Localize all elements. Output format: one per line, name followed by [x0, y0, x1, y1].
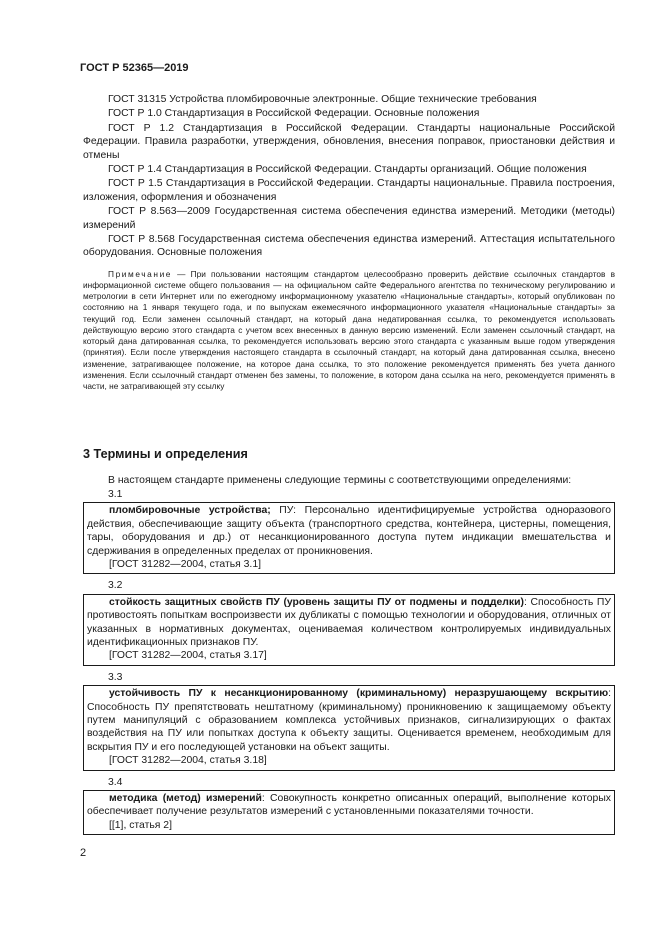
section-intro: В настоящем стандарте применены следующие термины с соответствующими определениями: — [108, 475, 572, 486]
reference-item: ГОСТ Р 8.563—2009 Государственная система обеспечения единства измерений. Методики (методы) измерений — [83, 206, 615, 231]
term-definition-text: ПУ: Персонально идентифицируемые устройства одноразового действия, обеспечивающие защиту объекта (транспортного средства, контейнера, цистерны, помещения, тары, оборудования и др.) от несанкционированного доступа путем индикации вмешательства и сдерживания в определенных пределах от проникновения. — [87, 505, 611, 557]
note-label: Примечание — [108, 268, 173, 279]
reference-item: ГОСТ Р 1.5 Стандартизация в Российской Федерации. Стандарты национальные. Правила построения, изложения, оформления и обозначения — [83, 178, 615, 203]
terms-list — [83, 488, 615, 840]
term-number: 3.1 — [108, 489, 123, 500]
term-definition — [87, 687, 611, 754]
document-header: ГОСТ Р 52365—2019 — [80, 62, 189, 74]
term-source: [ГОСТ 31282—2004, статья 3.1] — [109, 559, 261, 571]
term-number: 3.4 — [108, 776, 123, 788]
term-box — [83, 502, 615, 574]
term-definition-text: : Способность ПУ препятствовать нештатному (криминальному) проникновению к защищаемому объекту путем манипуляций с образованием комплекса устойчивых признаков, сигнализирующих о фактах воздействия на ПУ или попытках доступа к объекту защиты. Оценивается временем, необходимым для вскрытия ПУ и его последующей установки на объект защиты. — [87, 688, 611, 753]
note-text: — При пользовании настоящим стандартом целесообразно проверить действие ссылочных стандартов в информационной системе общего пользования — на официальном сайте Федерального агентства по техническому регулированию и метрологии в сети Интернет или по ежегодному информационному указателю «Национальные стандарты», который опубликован по состоянию на 1 января текущего года, и по выпускам ежемесячного информационного указателя «Национальные стандарты» за текущий год. Если заменен ссылочный стандарт, на который дана недатированная ссылка, то рекомендуется использовать действующую версию этого стандарта с учетом всех внесенных в данную версию изменений. Если заменен ссылочный стандарт, на который дана датированная ссылка, то рекомендуется использовать версию этого стандарта с указанным выше годом утверждения (принятия). Если после утверждения настоящего стандарта в ссылочный стандарт, на который дана датированная ссылка, внесено изменение, затрагивающее положение, на которое дана ссылка, то это положение рекомендуется применять без учета данного изменения. Если ссылочный стандарт отменен без замены, то положение, в котором дана ссылка на него, рекомендуется применять в части, не затрагивающей эту ссылку — [83, 268, 615, 391]
term-entry — [83, 488, 615, 574]
term-definition — [87, 596, 611, 650]
term-number: 3.3 — [108, 671, 123, 683]
term-definition — [87, 792, 611, 819]
normative-references — [83, 93, 615, 392]
term-name: методика (метод) измерений — [109, 793, 262, 805]
term-box — [83, 685, 615, 770]
reference-item: ГОСТ Р 1.0 Стандартизация в Российской Федерации. Основные положения — [108, 108, 480, 120]
reference-item: ГОСТ Р 1.4 Стандартизация в Российской Федерации. Стандарты организаций. Общие положения — [108, 164, 587, 176]
term-definition-text: : Совокупность конкретно описанных операций, выполнение которых обеспечивает получение результатов измерений с установленными показателями точности. — [87, 793, 611, 818]
term-box — [83, 594, 615, 666]
term-source: [[1], статья 2] — [109, 819, 172, 831]
term-entry — [83, 671, 615, 771]
term-box — [83, 790, 615, 835]
term-source: [ГОСТ 31282—2004, статья 3.17] — [109, 650, 267, 662]
term-source: [ГОСТ 31282—2004, статья 3.18] — [109, 755, 267, 767]
note-block — [83, 269, 615, 392]
page-number: 2 — [80, 847, 87, 859]
term-name: пломбировочные устройства; — [109, 505, 271, 517]
term-entry — [83, 579, 615, 665]
term-name: устойчивость ПУ к несанкционированному (криминальному) неразрушающему вскрытию — [109, 688, 609, 700]
term-number: 3.2 — [108, 580, 123, 592]
section-title: 3 Термины и определения — [83, 447, 248, 461]
reference-item: ГОСТ Р 8.568 Государственная система обеспечения единства измерений. Аттестация испытательного оборудования. Основные положения — [83, 234, 615, 259]
term-definition — [87, 504, 611, 558]
reference-item: ГОСТ Р 1.2 Стандартизация в Российской Федерации. Стандарты национальные Российской Федерации. Правила разработки, утверждения, обновления, внесения поправок, приостановки действия и отмены — [83, 122, 615, 161]
reference-item: ГОСТ 31315 Устройства пломбировочные электронные. Общие технические требования — [108, 94, 537, 105]
term-name: стойкость защитных свойств ПУ (уровень защиты ПУ от подмены и подделки) — [109, 596, 524, 608]
term-entry — [83, 776, 615, 836]
term-definition-text: : Способность ПУ противостоять попыткам воспроизвести их дубликаты с помощью технологии и оборудования, отличных от указанных в нормативных документах, оцениваемая количеством контролируемых индивидуальных идентификационных признаков ПУ. — [87, 596, 611, 649]
